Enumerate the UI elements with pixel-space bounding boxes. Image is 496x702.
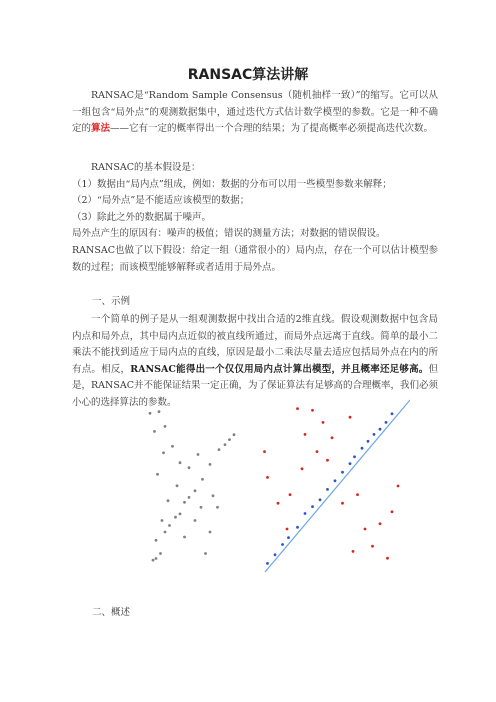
data-point [167,499,170,502]
outlier-point [391,510,394,513]
data-point [218,448,221,451]
data-point [212,494,215,497]
inlier-point [266,562,269,565]
data-point [159,552,162,555]
data-point [149,412,152,415]
scatter-panel-raw [149,410,236,561]
outlier-point [266,476,269,479]
data-point [183,536,186,539]
outlier-point [371,545,374,548]
outlier-point [331,436,334,439]
intro-text: RANSAC是“Random Sample Consensus（随机抽样一致）”的缩写。它可以从一组包含“局外点”的观测数据集中，通过迭代方式估计数学模型的参数。它是一种不确定的 [72,90,438,134]
data-point [158,410,161,413]
inlier-point [367,440,370,443]
inlier-point [373,433,376,436]
outlier-point [296,407,299,410]
data-point [183,501,186,504]
data-point [164,425,167,428]
outlier-point [341,502,344,505]
outlier-point [379,522,382,525]
assumptions-heading: RANSAC的基本假设是： [91,162,201,173]
data-point [152,559,155,562]
data-point [161,519,164,522]
outlier-point [322,421,325,424]
outlier-point [286,528,289,531]
fit-line [265,400,410,572]
inlier-point [326,488,329,491]
outlier-point [316,450,319,453]
inlier-point [296,526,299,529]
outlier-point [397,485,400,488]
ransac-also-assumes: RANSAC也做了以下假设：给定一组（通常很小的）局内点，存在一个可以估计模型参数的过程；而该模型能够解释或者适用于局外点。 [72,245,438,273]
example-bold-text: RANSAC能得出一个仅仅用局内点计算出模型，并且概率还足够高。 [130,363,429,375]
outlier-point [301,467,304,470]
data-point [188,496,191,499]
inlier-point [353,455,356,458]
ransac-illustration [90,395,410,580]
intro-text-tail: ——它有一定的概率得出一个合理的结果；为了提高概率必须提高迭代次数。 [110,123,434,134]
inlier-point [319,498,322,501]
outlier-point [263,450,266,453]
data-point [174,516,177,519]
section-heading-example: 一、示例 [92,296,131,307]
data-point [228,438,231,441]
inlier-point [379,428,382,431]
data-point [209,531,212,534]
data-point [188,466,191,469]
data-point [164,531,167,534]
inlier-point [341,471,344,474]
outlier-point [311,409,314,412]
inlier-point [391,412,394,415]
outlier-point [326,459,329,462]
data-point [209,463,212,466]
outlier-point [364,528,367,531]
outlier-point [349,416,352,419]
inlier-point [281,543,284,546]
outlier-point [356,493,359,496]
assumption-item: （1）数据由“局内点”组成，例如：数据的分布可以用一些模型参数来解释； [72,178,392,190]
inlier-point [304,512,307,515]
data-point [197,453,200,456]
data-point [200,506,203,509]
inlier-point [287,536,290,539]
inlier-point [311,505,314,508]
data-point [216,506,219,509]
data-point [194,489,197,492]
data-point [153,430,156,433]
data-point [201,478,204,481]
example-text: 一个简单的例子是从一组观测数据中找出合适的2维直线。假设观测数据中包含局内点和局外点，其中局内点近似的被直线所通过，而局外点远离于直线。简单的最小二乘法不能找到适应于局内点的直线，原因是最小二乘法尽量去适应包括局外点在内的所有点。相反， [72,314,438,375]
data-point [224,443,227,446]
data-point [194,519,197,522]
assumption-item: （2）“局外点”是不能适应该模型的数据； [72,195,250,206]
intro-paragraph [72,88,438,138]
inlier-point [385,421,388,424]
outlier-point [277,502,280,505]
section-heading-overview: 二、概述 [92,607,131,618]
data-point [155,539,158,542]
inlier-point [334,479,337,482]
inlier-point [349,462,352,465]
data-point [176,484,179,487]
data-point [168,524,171,527]
outlier-causes: 局外点产生的原因有：噪声的极值；错误的测量方法；对数据的错误假设。 [72,228,386,239]
outlier-point [289,493,292,496]
scatter-panel-ransac [263,400,410,572]
data-point [156,473,159,476]
data-point [179,513,182,516]
inlier-point [274,553,277,556]
data-point [179,461,182,464]
data-point [204,552,207,555]
outlier-point [304,433,307,436]
page-title: RANSAC算法讲解 [187,67,309,83]
data-point [233,433,236,436]
data-point [155,557,158,560]
data-point [171,445,174,448]
outlier-point [386,557,389,560]
example-text-tail: 但是，RANSAC并不能保证结果一定正确，为了保证算法有足够高的合理概率，我们必须小心的选择算法的参数。 [72,363,438,408]
outlier-point [352,550,355,553]
assumption-item: （3）除此之外的数据属于噪声。 [72,211,212,223]
intro-red-term: 算法 [91,123,111,134]
assumptions-block [72,160,438,243]
inlier-point [361,447,364,450]
data-point [162,451,165,454]
